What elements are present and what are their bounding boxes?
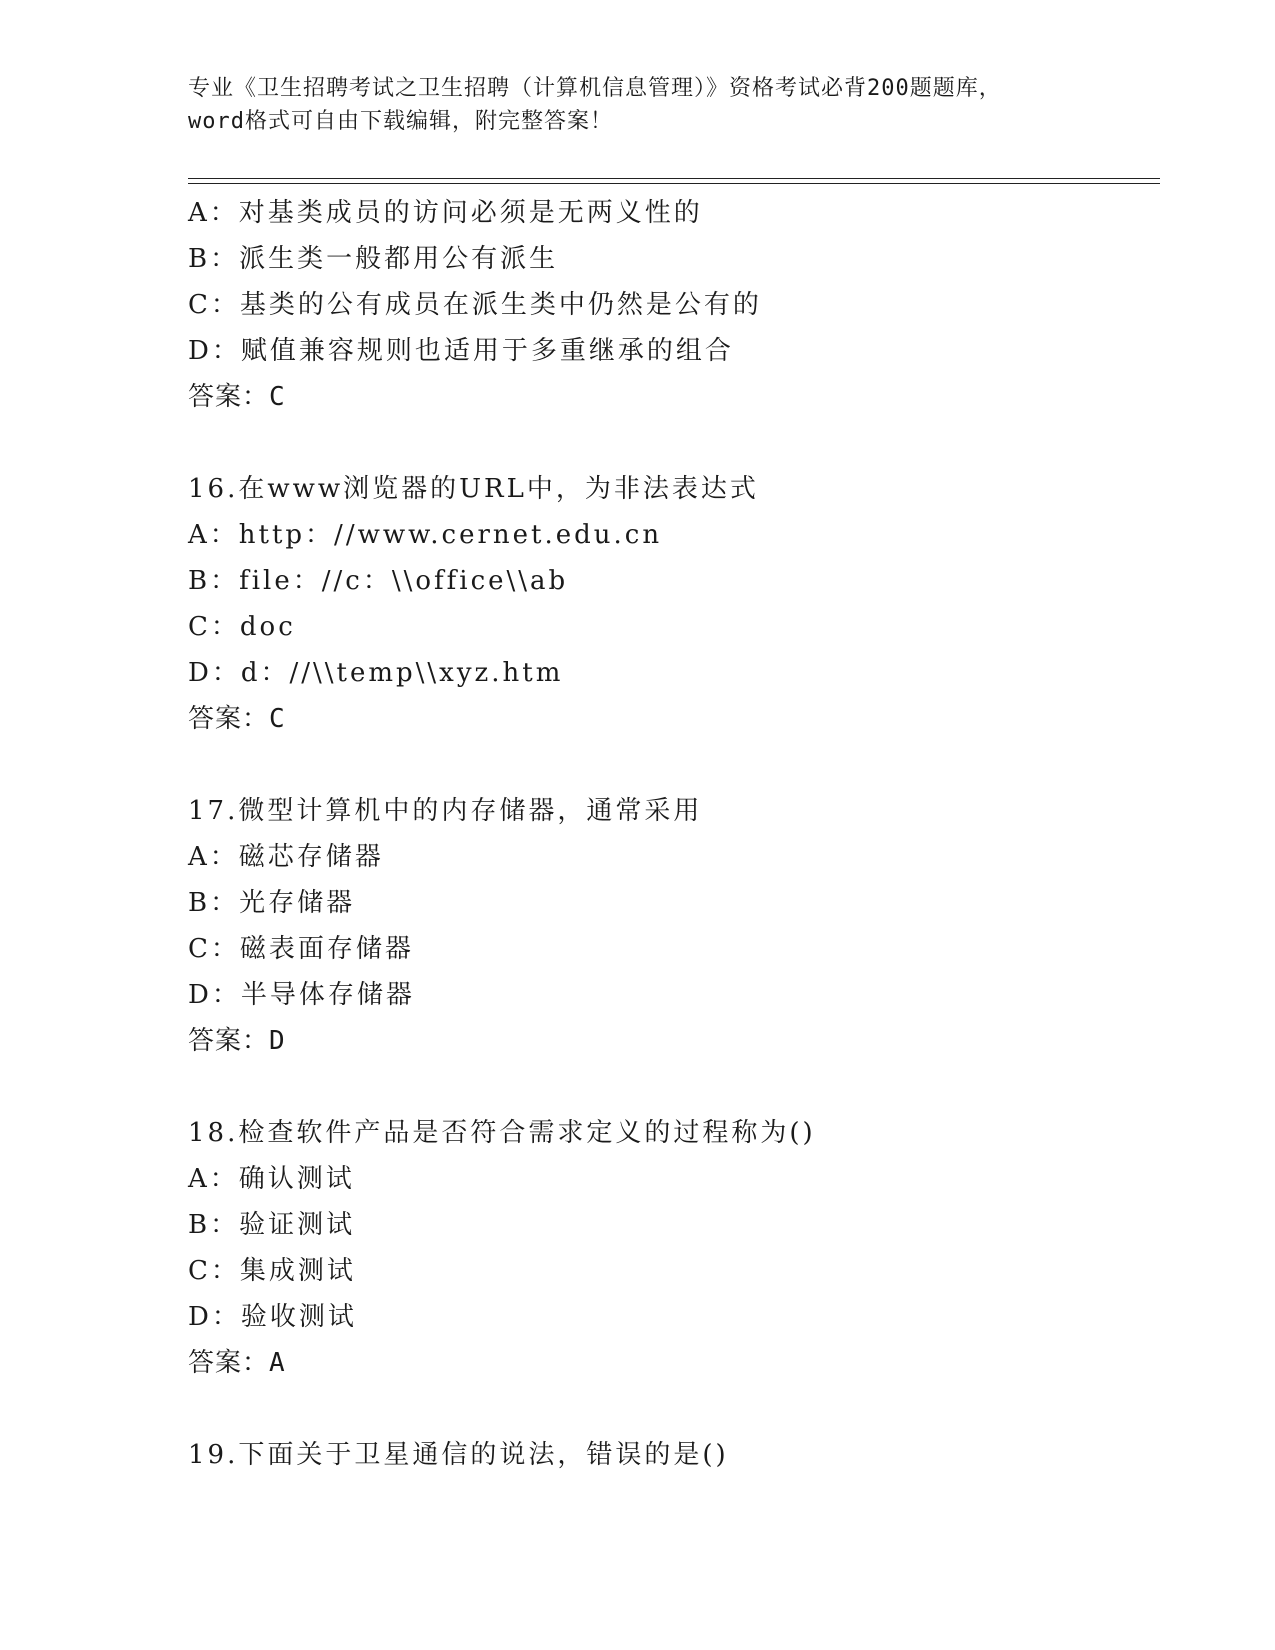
block-spacer (188, 1064, 1148, 1110)
option-b: B：file：//c：\\office\\ab (188, 566, 569, 596)
answer-line: 答案：C (188, 704, 286, 734)
question-text: 17.微型计算机中的内存储器，通常采用 (188, 796, 703, 826)
option-a: A：确认测试 (188, 1164, 355, 1194)
answer-line: 答案：D (188, 1026, 286, 1056)
question-list (188, 190, 1148, 1478)
option-b: B：光存储器 (188, 888, 356, 918)
option-b: B：派生类一般都用公有派生 (188, 244, 559, 274)
option-a: A：http：//www.cernet.edu.cn (188, 520, 663, 550)
header-divider-bottom (188, 183, 1160, 184)
option-c: C：磁表面存储器 (188, 934, 414, 964)
answer-line: 答案：A (188, 1348, 286, 1378)
option-d: D：半导体存储器 (188, 980, 415, 1010)
question-text: 19.下面关于卫星通信的说法，错误的是() (188, 1440, 729, 1470)
option-b: B：验证测试 (188, 1210, 356, 1240)
question-text: 16.在www浏览器的URL中，为非法表达式 (188, 474, 759, 504)
option-d: D：赋值兼容规则也适用于多重继承的组合 (188, 336, 734, 366)
block-spacer (188, 1386, 1148, 1432)
answer-line: 答案：C (188, 382, 286, 412)
option-c: C：基类的公有成员在派生类中仍然是公有的 (188, 290, 762, 320)
option-a: A：磁芯存储器 (188, 842, 384, 872)
header-divider-top (188, 178, 1160, 179)
option-d: D：d：//\\temp\\xyz.htm (188, 658, 564, 688)
header-title-line: 专业《卫生招聘考试之卫生招聘（计算机信息管理）》资格考试必背200题题库， (188, 76, 1002, 101)
option-c: C：doc (188, 612, 296, 642)
block-spacer (188, 742, 1148, 788)
header-subtitle-line: word格式可自由下载编辑，附完整答案！ (188, 109, 613, 134)
option-c: C：集成测试 (188, 1256, 356, 1286)
option-a: A：对基类成员的访问必须是无两义性的 (188, 198, 703, 228)
option-d: D：验收测试 (188, 1302, 357, 1332)
document-header (188, 72, 1088, 138)
question-text: 18.检查软件产品是否符合需求定义的过程称为() (188, 1118, 816, 1148)
block-spacer (188, 420, 1148, 466)
